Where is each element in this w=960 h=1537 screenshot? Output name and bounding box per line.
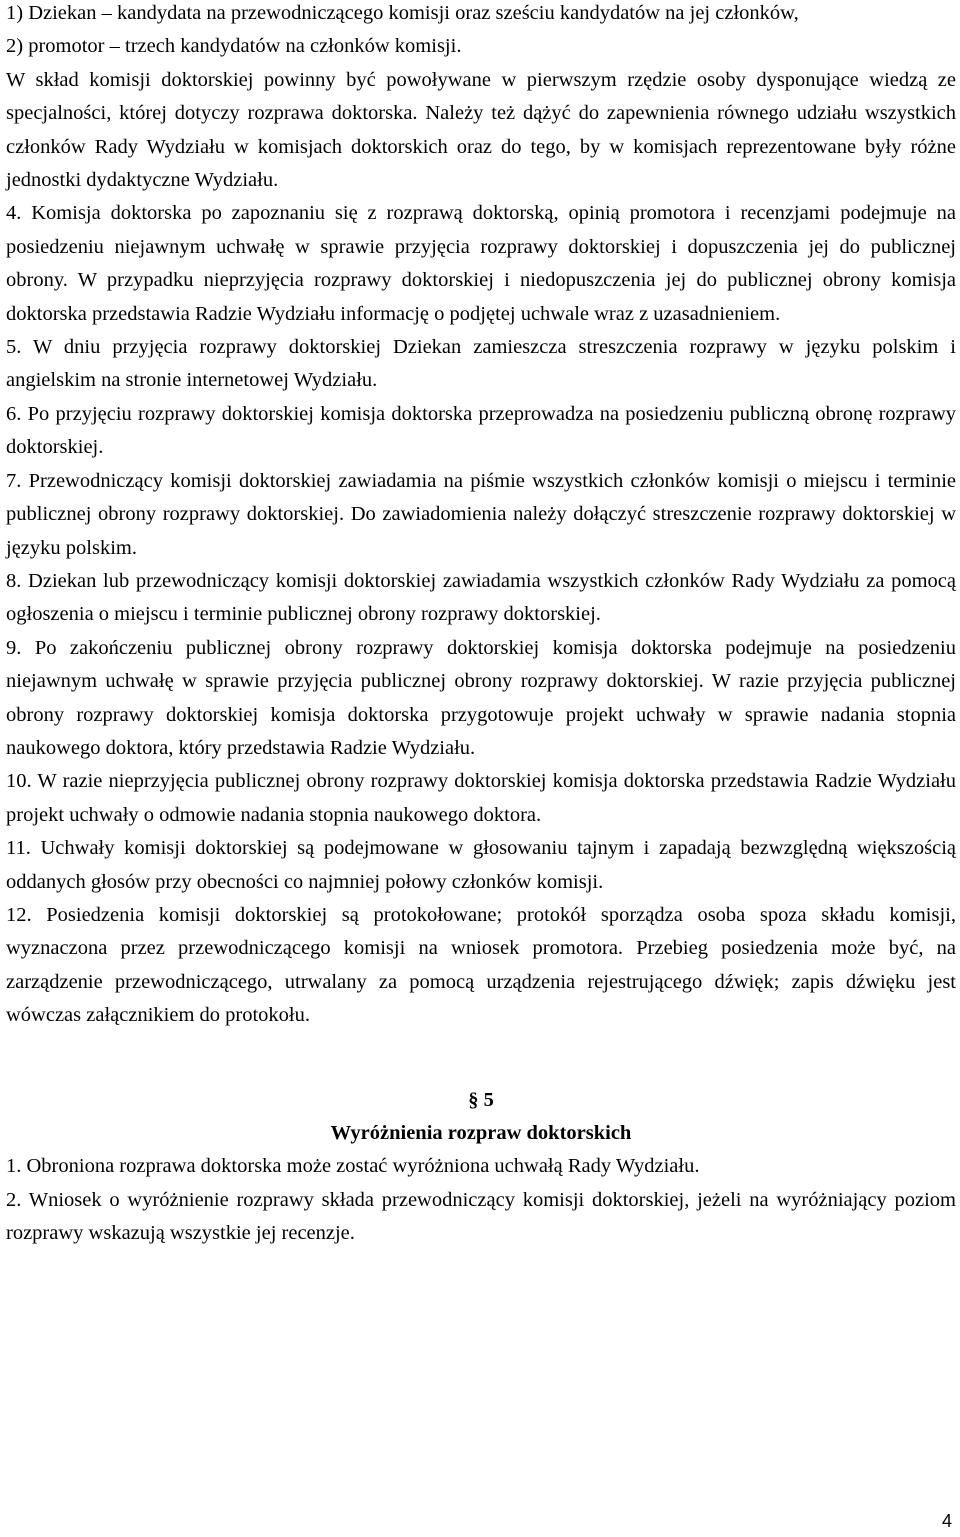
list-item-promoter: 2) promotor – trzech kandydatów na członków komisji. [6, 35, 462, 58]
document-page [6, 0, 956, 1251]
paragraph-4: 4. Komisja doktorska po zapoznaniu się z rozprawą doktorską, opinią promotora i recenzjami podejmuje na posiedzeniu niejawnym uchwałę w sprawie przyjęcia rozprawy doktorskiej i dopuszczenia jej do publicznej obrony. W przypadku nieprzyjęcia rozprawy doktorskiej i niedopuszczenia jej do publicznej obrony komisja doktorska przedstawia Radzie Wydziału informację o podjętej uchwale wraz z uzasadnieniem. [6, 202, 956, 325]
paragraph-12: 12. Posiedzenia komisji doktorskiej są protokołowane; protokół sporządza osoba spoza składu komisji, wyznaczona przez przewodniczącego komisji na wniosek promotora. Przebieg posiedzenia może być, na zarządzenie przewodniczącego, utrwalany za pomocą urządzenia rejestrującego dźwięk; zapis dźwięku jest wówczas załącznikiem do protokołu. [6, 903, 956, 1027]
paragraph-5: 5. W dniu przyjęcia rozprawy doktorskiej Dziekan zamieszcza streszczenia rozprawy w języku polskim i angielskim na stronie internetowej Wydziału. [6, 336, 956, 392]
paragraph-11: 11. Uchwały komisji doktorskiej są podejmowane w głosowaniu tajnym i zapadają bezwzględną większością oddanych głosów przy obecności co najmniej połowy członków komisji. [6, 837, 956, 893]
paragraph-7: 7. Przewodniczący komisji doktorskiej zawiadamia na piśmie wszystkich członków komisji o miejscu i terminie publicznej obrony rozprawy doktorskiej. Do zawiadomienia należy dołączyć streszczenie rozprawy doktorskiej w języku polskim. [6, 469, 956, 559]
section-title: Wyróżnienia rozpraw doktorskich [330, 1121, 632, 1144]
list-item-dean: 1) Dziekan – kandydata na przewodniczącego komisji oraz sześciu kandydatów na jej członków, [6, 2, 799, 24]
section-5-paragraph-2: 2. Wniosek o wyróżnienie rozprawy składa przewodniczący komisji doktorskiej, jeżeli na wyróżniający poziom rozprawy wskazują wszystkie jej recenzje. [6, 1188, 956, 1245]
paragraph-9: 9. Po zakończeniu publicznej obrony rozprawy doktorskiej komisja doktorska podejmuje na posiedzeniu niejawnym uchwałę w sprawie przyjęcia publicznej obrony rozprawy doktorskiej. W razie przyjęcia publicznej obrony rozprawy doktorskiej komisja doktorska przygotowuje projekt uchwały w sprawie nadania stopnia naukowego doktora, który przedstawia Radzie Wydziału. [6, 636, 956, 759]
section-5-paragraph-1: 1. Obroniona rozprawa doktorska może zostać wyróżniona uchwałą Rady Wydziału. [6, 1155, 700, 1178]
paragraph-6: 6. Po przyjęciu rozprawy doktorskiej komisja doktorska przeprowadza na posiedzeniu publiczną obronę rozprawy doktorskiej. [6, 402, 956, 459]
page-number: 4 [941, 1511, 952, 1531]
paragraph-8: 8. Dziekan lub przewodniczący komisji doktorskiej zawiadamia wszystkich członków Rady Wydziału za pomocą ogłoszenia o miejscu i terminie publicznej obrony rozprawy doktorskiej. [6, 569, 956, 626]
paragraph-committee-composition: W skład komisji doktorskiej powinny być powoływane w pierwszym rzędzie osoby dysponujące wiedzą ze specjalności, której dotyczy rozprawa doktorska. Należy też dążyć do zapewnienia równego udziału wszystkich członków Rady Wydziału w komisjach doktorskich oraz do tego, by w komisjach reprezentowane były różne jednostki dydaktyczne Wydziału. [6, 68, 956, 192]
paragraph-10: 10. W razie nieprzyjęcia publicznej obrony rozprawy doktorskiej komisja doktorska przedstawia Radzie Wydziału projekt uchwały o odmowie nadania stopnia naukowego doktora. [6, 770, 956, 826]
section-spacer [6, 1033, 956, 1084]
section-symbol: § 5 [468, 1088, 494, 1111]
